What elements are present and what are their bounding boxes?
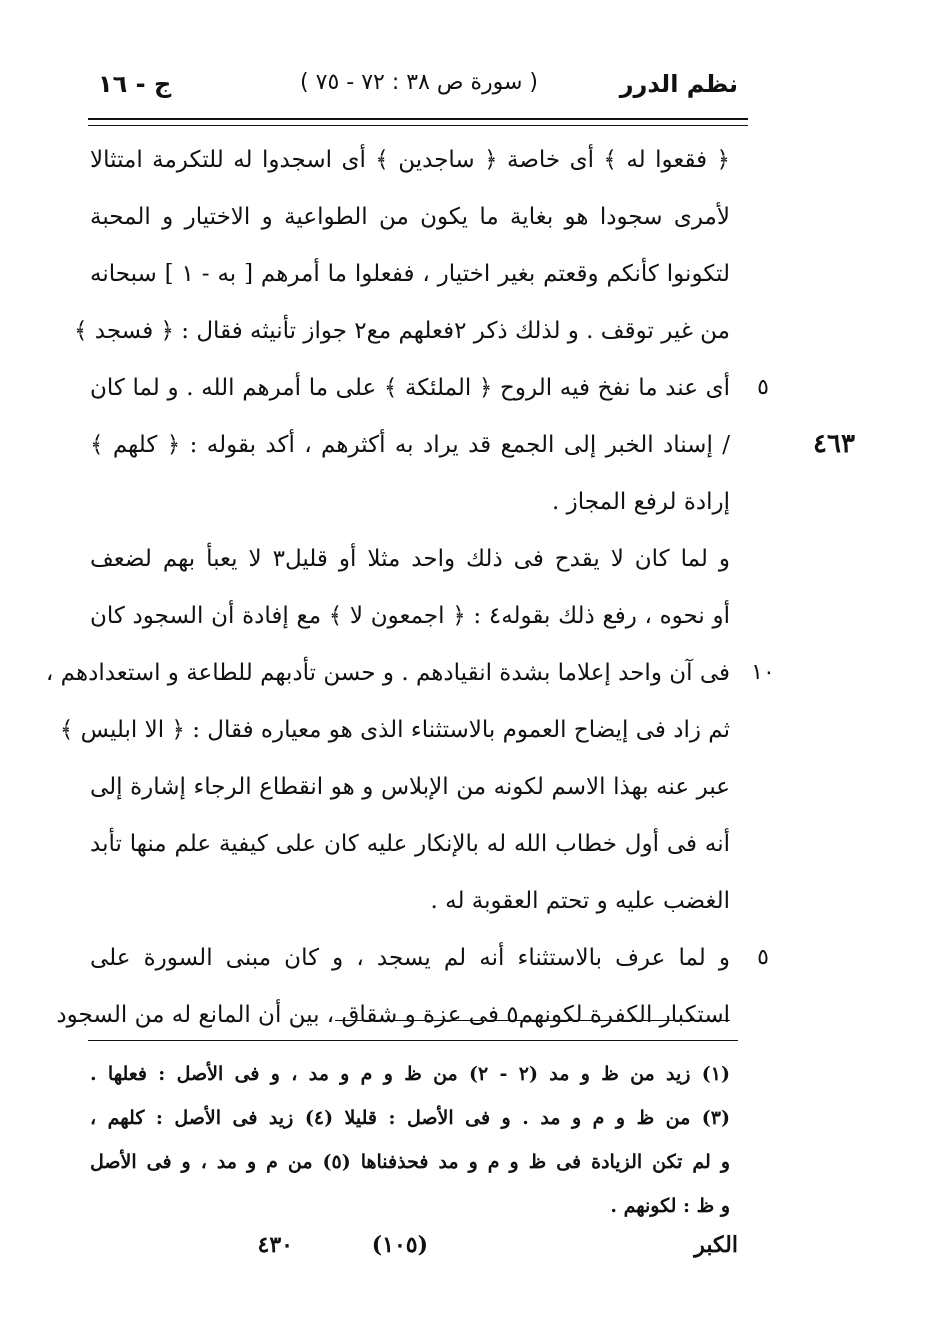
line-number: ١٠ bbox=[751, 660, 775, 685]
text-line: / إسناد الخبر إلى الجمع قد يراد به أكثرهم ، أكد بقوله : ﴿ كلهم ﴾ bbox=[90, 432, 730, 458]
margin-page-number: ٤٦٣ bbox=[813, 429, 855, 459]
line-number: ٥ bbox=[757, 375, 769, 400]
footnote-separator-short bbox=[335, 1020, 730, 1021]
text-line: لتكونوا كأنكم وقعتم بغير اختيار ، ففعلوا ما أمرهم [ به - ١ ] سبحانه bbox=[90, 261, 730, 287]
text-line: الغضب عليه و تحتم العقوبة له . bbox=[430, 888, 730, 914]
footnote-line: و ظ : لكونهم . bbox=[610, 1195, 730, 1217]
surah-reference: ( سورة ص ٣٨ : ٧٢ - ٧٥ ) bbox=[300, 70, 538, 95]
book-title: نظم الدرر bbox=[619, 70, 738, 98]
header-rule-secondary bbox=[88, 125, 748, 126]
text-line: أى عند ما نفخ فيه الروح ﴿ الملئكة ﴾ على ما أمرهم الله . و لما كان bbox=[90, 375, 730, 401]
printed-page-number: (١٠٥) bbox=[371, 1232, 428, 1258]
text-line: و لما عرف بالاستثناء أنه لم يسجد ، و كان مبنى السورة على bbox=[90, 945, 730, 971]
footnote-line: (٣) من ظ و م و مد . و فى الأصل : قليلا (٤) زيد فى الأصل : كلهم ، bbox=[90, 1107, 730, 1129]
running-header bbox=[88, 70, 738, 110]
footnote-separator bbox=[88, 1040, 738, 1041]
line-number: ٥ bbox=[757, 945, 769, 970]
text-line: لأمرى سجودا هو بغاية ما يكون من الطواعية و الاختيار و المحبة bbox=[90, 204, 730, 230]
text-line: استكبار الكفرة لكونهم٥ فى عزة و شقاق ، بين أن المانع له من السجود bbox=[56, 1002, 730, 1028]
page-footer bbox=[88, 1232, 738, 1272]
text-line: إرادة لرفع المجاز . bbox=[551, 489, 730, 515]
text-line: عبر عنه بهذا الاسم لكونه من الإبلاس و هو انقطاع الرجاء إشارة إلى bbox=[90, 774, 730, 800]
volume-number: ج - ١٦ bbox=[98, 70, 172, 98]
text-line: ثم زاد فى إيضاح العموم بالاستثناء الذى هو معياره فقال : ﴿ الا ابليس ﴾ bbox=[59, 717, 730, 743]
header-rule bbox=[88, 118, 748, 120]
text-line: و لما كان لا يقدح فى ذلك واحد مثلا أو قليل٣ لا يعبأ بهم لضعف bbox=[90, 546, 730, 572]
text-line: أنه فى أول خطاب الله له بالإنكار عليه كان على كيفية علم منها تأبد bbox=[90, 831, 730, 857]
footnote-line: (١) زيد من ظ و مد (٢ - ٢) من ظ و م و مد ، و فى الأصل : فعلها . bbox=[90, 1063, 730, 1085]
text-line: ﴿ فقعوا له ﴾ أى خاصة ﴿ ساجدين ﴾ أى اسجدوا له للتكرمة امتثالا bbox=[90, 147, 730, 173]
text-line: فى آن واحد إعلاما بشدة انقيادهم . و حسن تأدبهم للطاعة و استعدادهم ، bbox=[45, 660, 730, 686]
text-line: من غير توقف . و لذلك ذكر ٢فعلهم مع٢ جواز تأنيثه فقال : ﴿ فسجد ﴾ bbox=[73, 318, 730, 344]
sequence-number: ٤٣٠ bbox=[257, 1232, 293, 1258]
text-line: أو نحوه ، رفع ذلك بقوله٤ : ﴿ اجمعون لا ﴾ مع إفادة أن السجود كان bbox=[90, 603, 731, 629]
footnote-line: و لم تكن الزيادة فى ظ و م و مد فحذفناها (٥) من م و مد ، و فى الأصل bbox=[90, 1151, 730, 1173]
signature-mark: الكبر bbox=[694, 1232, 738, 1258]
